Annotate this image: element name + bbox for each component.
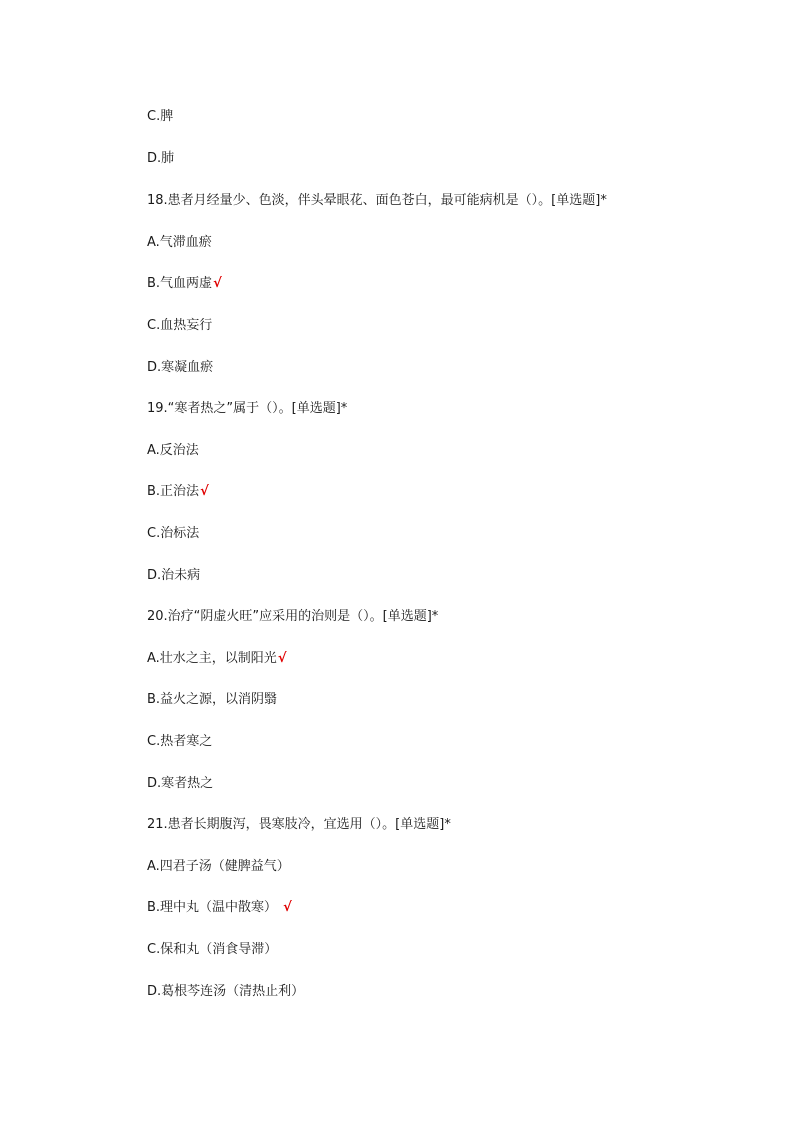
check-mark-icon: √ — [200, 484, 209, 499]
option-c-q19 — [147, 525, 199, 543]
line-text: B.正治法 — [147, 484, 200, 499]
option-c-q20 — [147, 733, 212, 751]
option-d-q21 — [147, 983, 304, 1001]
line-text: D.治未病 — [147, 568, 201, 583]
option-a-q21 — [147, 858, 290, 876]
line-text: C.血热妄行 — [147, 318, 213, 333]
line-text: C.热者寒之 — [147, 734, 213, 749]
option-c-q18 — [147, 317, 212, 335]
check-mark-icon: √ — [277, 651, 287, 666]
option-d-q18 — [147, 359, 213, 377]
line-text: A.壮水之主，以制阳光 — [147, 651, 277, 666]
check-mark-icon: √ — [213, 276, 222, 291]
option-b-q18 — [147, 275, 222, 293]
line-text: A.反治法 — [147, 443, 199, 458]
line-text: D.寒者热之 — [147, 776, 214, 791]
line-text: C.脾 — [147, 109, 174, 124]
line-text: C.保和丸（消食导滞） — [147, 942, 278, 957]
question-20 — [147, 608, 438, 626]
line-text: D.寒凝血瘀 — [147, 360, 214, 375]
line-text: B.气血两虚 — [147, 276, 213, 291]
line-text: B.益火之源，以消阴翳 — [147, 692, 278, 707]
question-21 — [147, 816, 451, 834]
option-a-q19 — [147, 442, 199, 460]
line-text: A.四君子汤（健脾益气） — [147, 859, 290, 874]
option-b-q19 — [147, 483, 209, 501]
option-d-q17 — [147, 150, 174, 168]
line-text: B.理中丸（温中散寒） — [147, 900, 278, 915]
question-text: 20.治疗“阴虚火旺”应采用的治则是（）。[单选题]* — [147, 609, 439, 624]
question-text: 18.患者月经量少、色淡，伴头晕眼花、面色苍白，最可能病机是（）。[单选题]* — [147, 193, 607, 208]
line-text: A.气滞血瘀 — [147, 235, 212, 250]
option-a-q20 — [147, 650, 286, 668]
line-text: C.治标法 — [147, 526, 200, 541]
option-c-q17 — [147, 108, 173, 126]
option-a-q18 — [147, 234, 212, 252]
line-text: D.葛根芩连汤（清热止利） — [147, 984, 305, 999]
option-d-q19 — [147, 567, 200, 585]
question-text: 21.患者长期腹泻，畏寒肢冷，宜选用（）。[单选题]* — [147, 817, 451, 832]
option-d-q20 — [147, 775, 213, 793]
option-b-q21 — [147, 899, 292, 917]
question-text: 19.“寒者热之”属于（）。[单选题]* — [147, 401, 348, 416]
line-text: D.肺 — [147, 151, 175, 166]
question-18 — [147, 192, 607, 210]
option-b-q20 — [147, 691, 277, 709]
check-mark-icon: √ — [283, 900, 292, 915]
option-c-q21 — [147, 941, 277, 959]
question-19 — [147, 400, 347, 418]
